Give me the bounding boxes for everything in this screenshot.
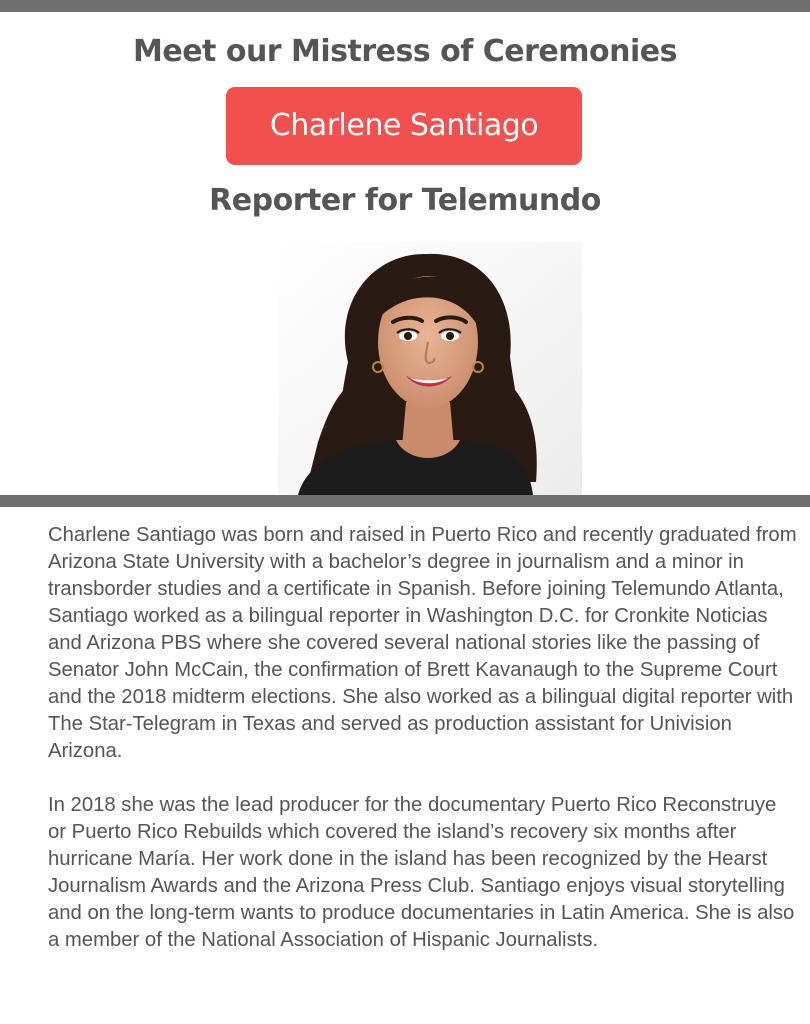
name-badge: Charlene Santiago	[226, 87, 582, 165]
section-divider-bar	[0, 495, 810, 507]
page-heading: Meet our Mistress of Ceremonies	[133, 34, 677, 69]
portrait-illustration	[278, 242, 582, 495]
job-title: Reporter for Telemundo	[209, 183, 601, 218]
top-divider-bar	[0, 0, 810, 12]
portrait-photo	[278, 242, 582, 495]
bio-paragraph-1: Charlene Santiago was born and raised in Puerto Rico and recently graduated from Arizona State University with a bachelor’s degree in journalism and a minor in transborder studies and a certificate in Spanish. Before joining Telemundo Atlanta, Santiago worked as a bilingual reporter in Washington D.C. for Cronkite Noticias and Arizona PBS where she covered several national stories like the passing of Senator John McCain, the confirmation of Brett Kavanaugh to the Supreme Court and the 2018 midterm elections. She also worked as a bilingual digital reporter with The Star-Telegram in Texas and served as production assistant for Univision Arizona.	[48, 524, 797, 762]
bio-paragraph-2: In 2018 she was the lead producer for the documentary Puerto Rico Reconstruye or Puerto Rico Rebuilds which covered the island’s recovery six months after hurricane María. Her work done in the island has been recognized by the Hearst Journalism Awards and the Arizona Press Club. Santiago enjoys visual storytelling and on the long-term wants to produce documentaries in Latin America. She is also a member of the National Association of Hispanic Journalists.	[48, 794, 795, 951]
bio-section	[48, 522, 798, 981]
